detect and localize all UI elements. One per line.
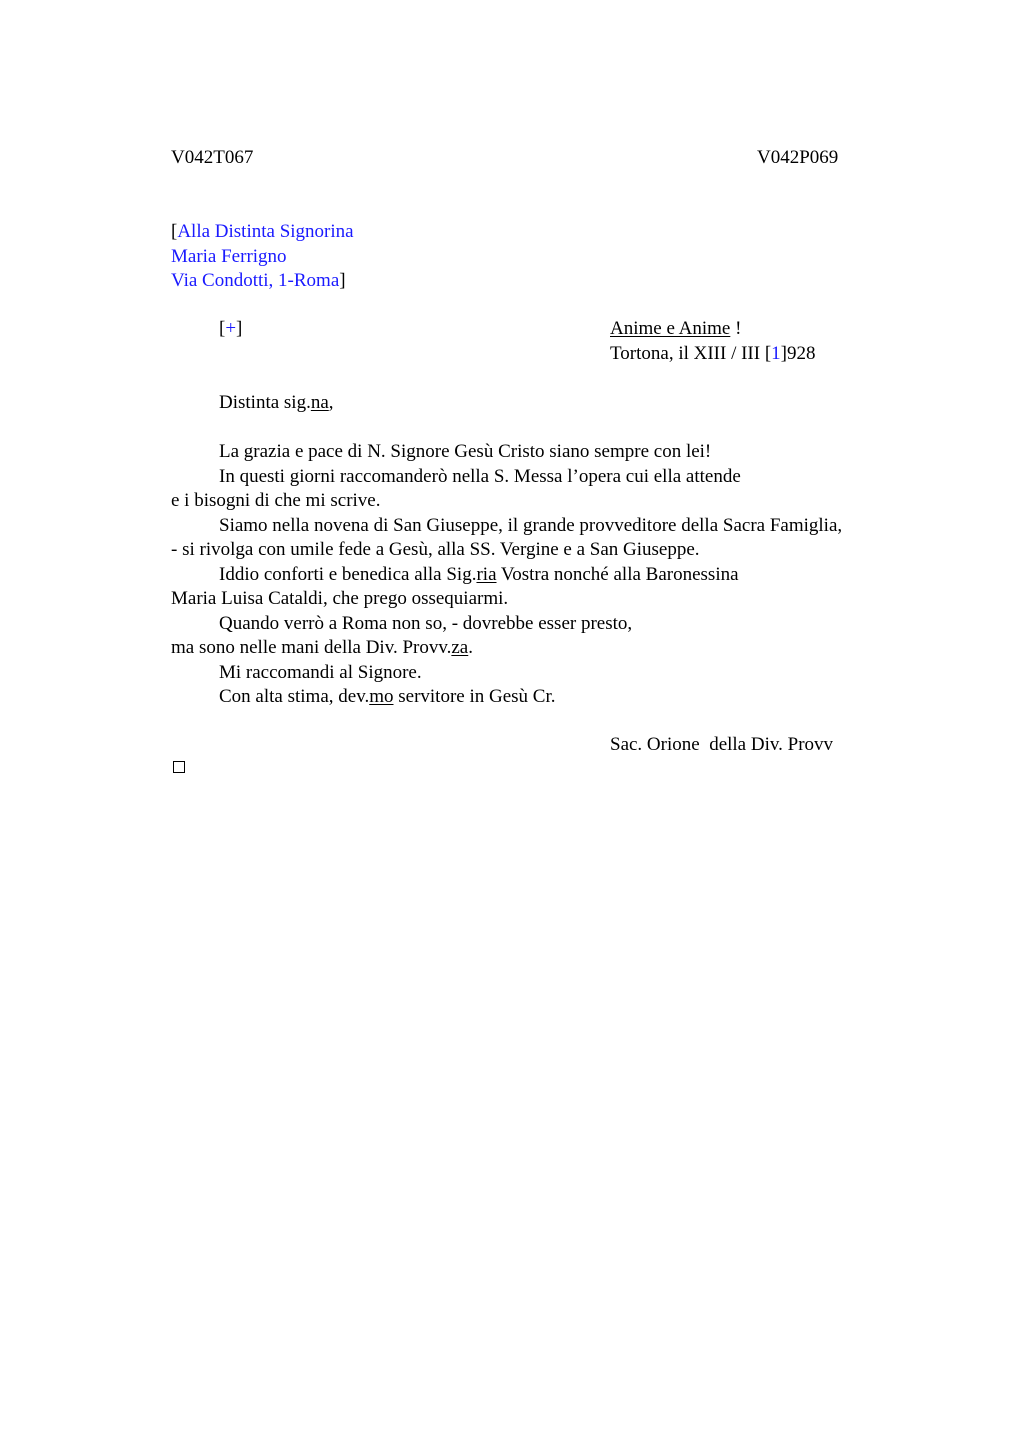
address-block	[171, 220, 354, 294]
signature: Sac. Orione della Div. Provv	[610, 734, 834, 755]
salutation	[219, 391, 334, 416]
address-open-bracket: [	[171, 221, 178, 242]
address-line-3	[171, 269, 354, 294]
motto-text: Anime e Anime	[610, 318, 731, 339]
p5-suffix: .	[468, 637, 473, 658]
p5-abbr: za	[451, 637, 469, 658]
address-line-1	[171, 220, 354, 245]
salutation-suffix: ,	[328, 392, 334, 413]
p7-abbr: mo	[369, 686, 394, 707]
p4-abbr: ria	[476, 563, 497, 585]
p4-suffix: Vostra nonché alla Baronessina	[496, 563, 739, 585]
body-paragraph-4-line-1	[171, 563, 842, 588]
end-mark-box-icon	[173, 761, 185, 773]
address-street: Via Condotti, 1-Roma	[171, 270, 340, 291]
body-paragraph-2-line-1: In questi giorni raccomanderò nella S. Messa l’opera cui ella attende	[219, 465, 741, 487]
body-paragraph-5-line-2	[171, 636, 842, 661]
p4-prefix: Iddio conforti e benedica alla Sig.	[219, 563, 477, 585]
p5-prefix: ma sono nelle mani della Div. Provv.	[171, 637, 452, 658]
body-paragraph-2-line-2: e i bisogni di che mi scrive.	[171, 490, 381, 511]
p7-suffix: servitore in Gesù Cr.	[393, 686, 556, 707]
motto-suffix: !	[730, 318, 742, 339]
body-paragraph-4-line-2: Maria Luisa Cataldi, che prego ossequiarmi.	[171, 588, 509, 609]
body-paragraph-3-line-1: Siamo nella novena di San Giuseppe, il grande provveditore della Sacra Famiglia,	[219, 514, 843, 536]
body-paragraph-3-line-2: - si rivolga con umile fede a Gesù, alla SS. Vergine e a San Giuseppe.	[171, 539, 700, 560]
address-line-2: Maria Ferrigno	[171, 245, 287, 267]
dateline	[610, 342, 816, 367]
p7-prefix: Con alta stima, dev.	[219, 686, 370, 707]
cross-open-bracket: [	[219, 318, 226, 339]
cross-symbol: +	[225, 318, 237, 339]
salutation-abbr: na	[310, 392, 329, 413]
body-paragraph-5-line-1: Quando verrò a Roma non so, - dovrebbe esser presto,	[219, 612, 633, 634]
address-close-bracket: ]	[339, 270, 346, 291]
letter-body	[171, 440, 842, 710]
dateline-digit: 1	[771, 343, 781, 364]
salutation-prefix: Distinta sig.	[219, 392, 311, 413]
dateline-prefix: Tortona, il XIII / III [	[610, 343, 772, 364]
document-code-left: V042T067	[171, 147, 254, 168]
body-paragraph-1: La grazia e pace di N. Signore Gesù Cristo siano sempre con lei!	[219, 441, 712, 462]
motto	[610, 317, 741, 342]
document-code-right: V042P069	[757, 147, 839, 168]
body-paragraph-7	[171, 685, 842, 710]
body-paragraph-6: Mi raccomandi al Signore.	[219, 661, 422, 683]
cross-close-bracket: ]	[236, 318, 243, 339]
address-recipient: Alla Distinta Signorina	[177, 221, 354, 242]
cross-mark	[219, 317, 242, 342]
dateline-suffix: ]928	[780, 343, 816, 364]
